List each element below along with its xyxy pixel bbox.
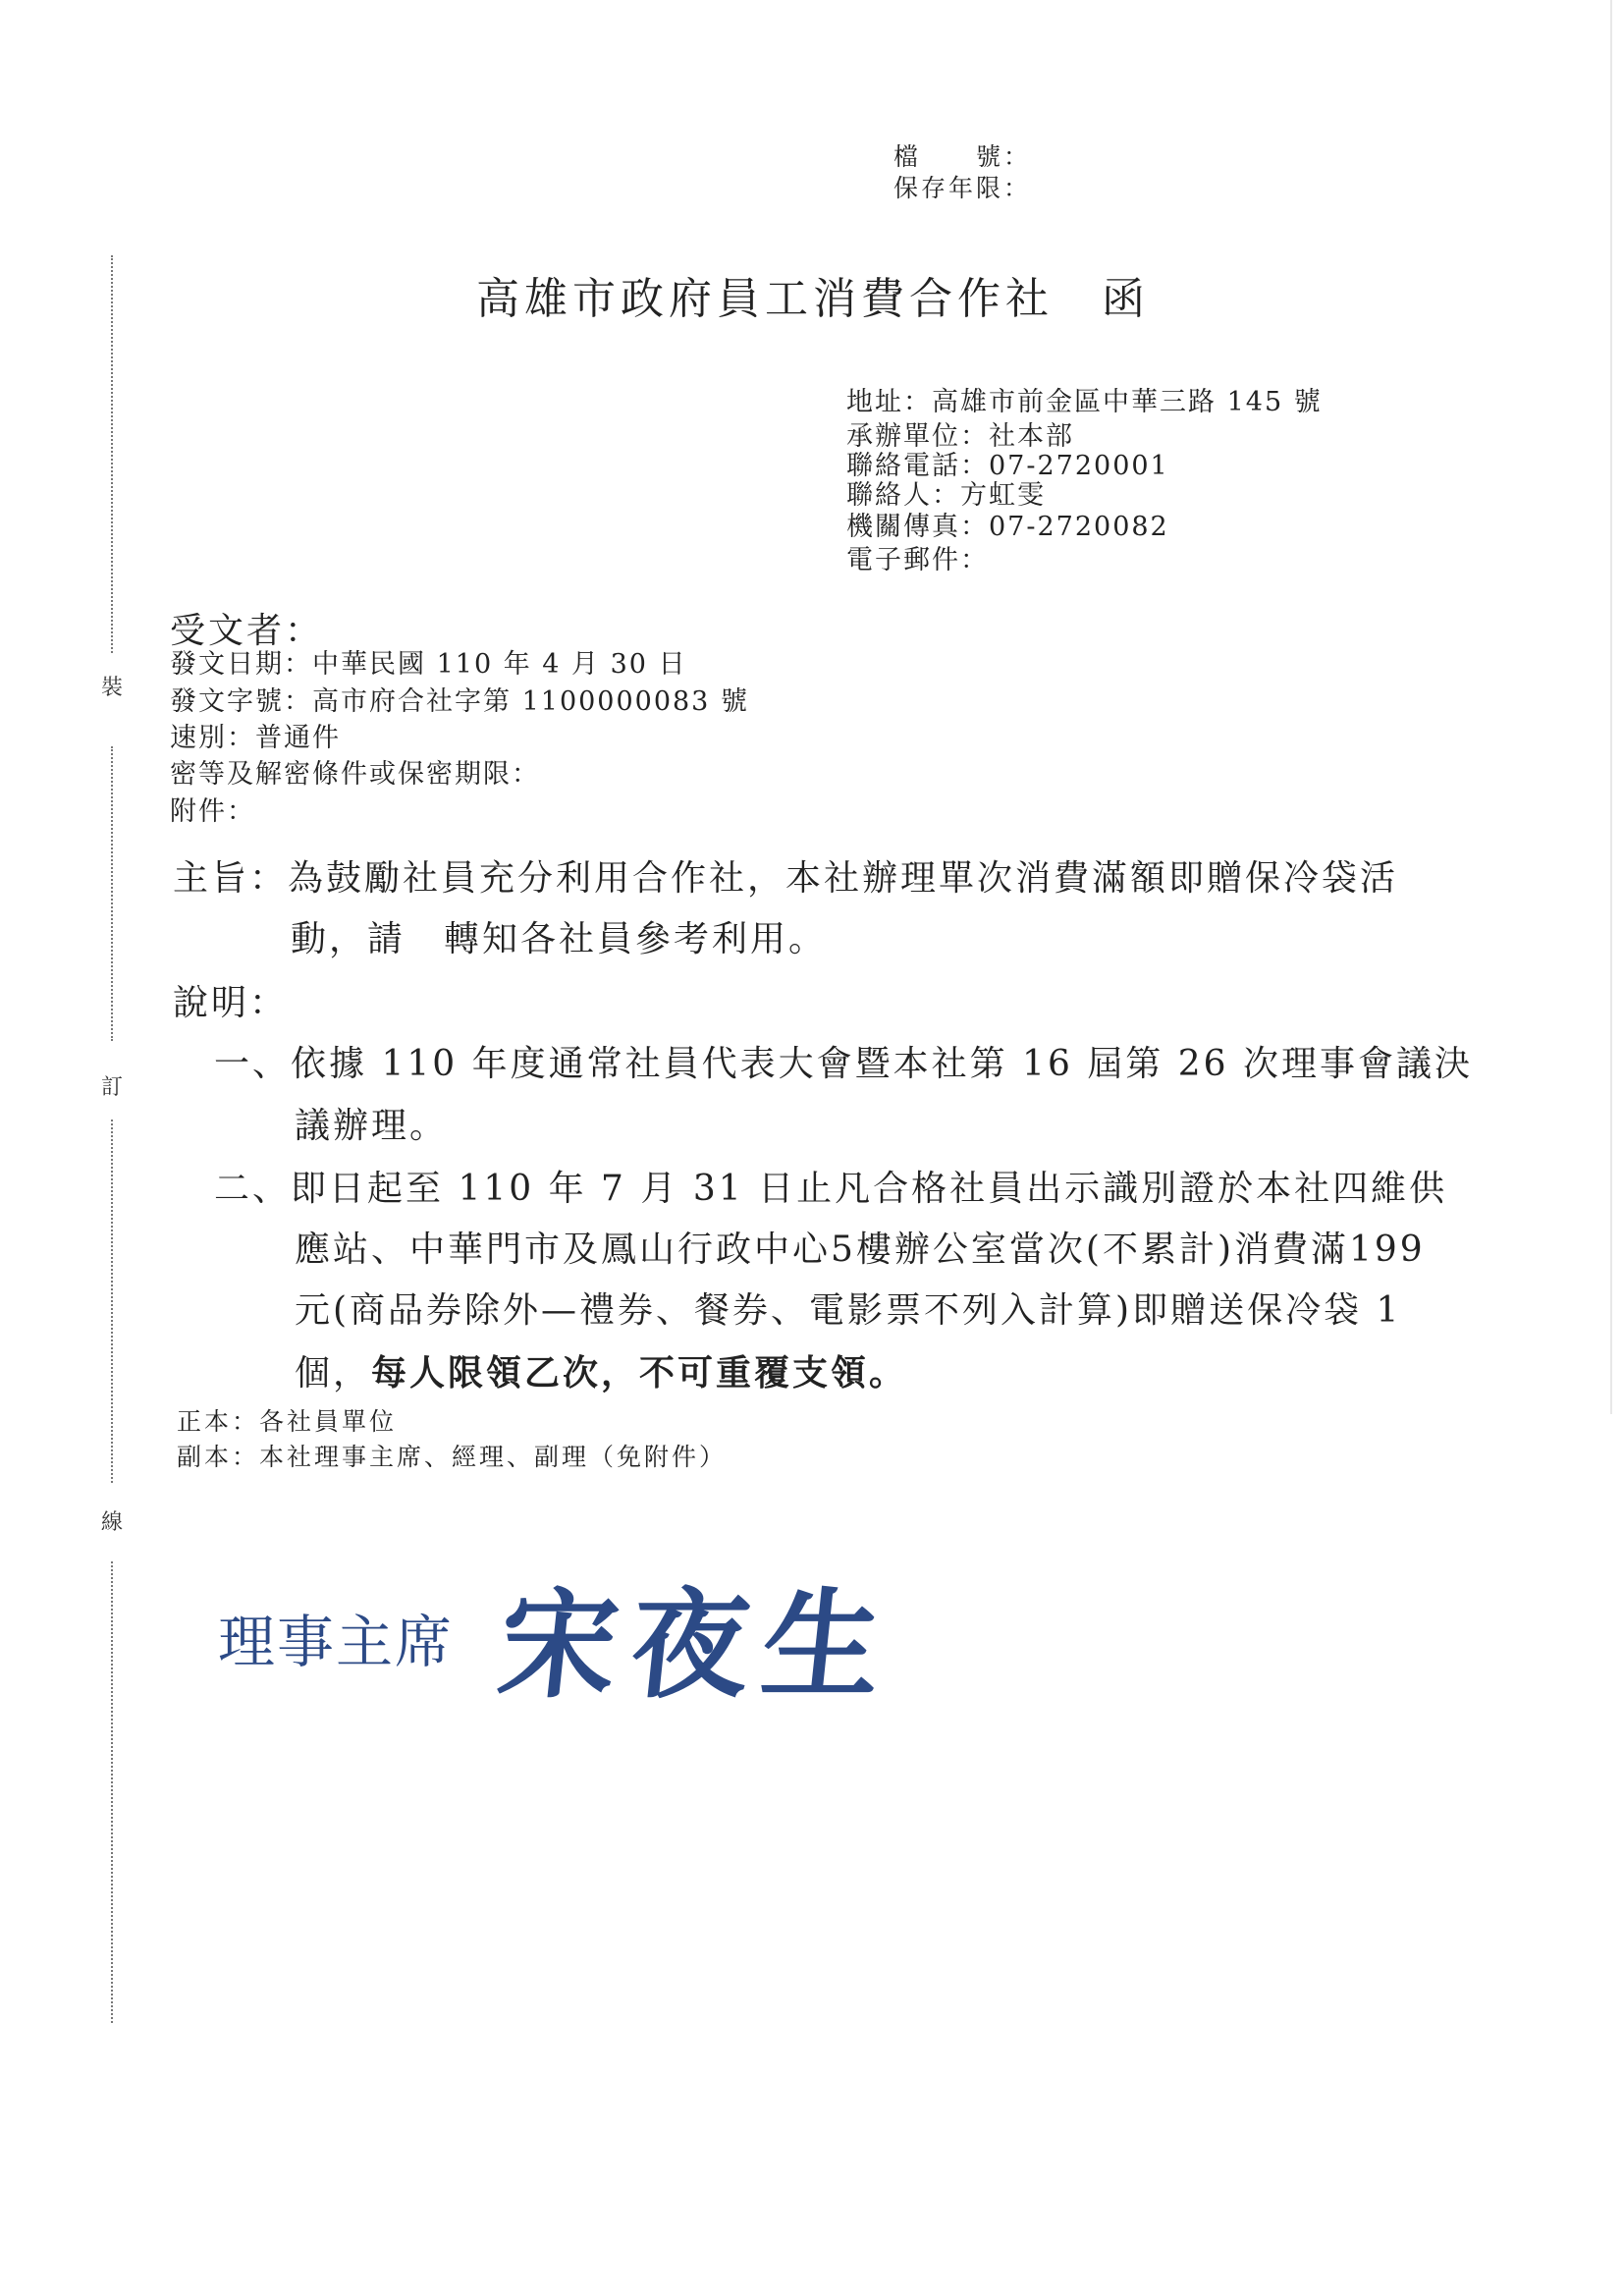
scan-edge <box>1610 0 1612 1414</box>
contact-person: 聯絡人：方虹雯 <box>846 480 1046 511</box>
contact-address: 地址：高雄市前金區中華三路 145 號 <box>846 387 1323 417</box>
binding-mark-xian: 線 <box>101 1510 124 1535</box>
retention-period-label: 保存年限： <box>893 174 1032 202</box>
signature-name: 宋夜生 <box>492 1576 902 1715</box>
explanation-item-2-line-3: 元(商品券除外—禮券、餐券、電影票不列入計算)即贈送保冷袋 1 <box>295 1290 1402 1331</box>
contact-phone: 聯絡電話：07-2720001 <box>846 451 1169 481</box>
explanation-item-2-line-4-plain: 個， <box>295 1353 372 1394</box>
meta-block <box>170 646 749 831</box>
binding-mark-ding: 訂 <box>101 1075 124 1100</box>
binding-line-middle <box>111 746 113 1041</box>
recipient-label: 受文者： <box>170 611 324 651</box>
distribution-main: 正本：各社員單位 <box>177 1407 398 1436</box>
explanation-item-1-line-1: 一、依據 110 年度通常社員代表大會暨本社第 16 屆第 26 次理事會議決 <box>214 1044 1473 1084</box>
explanation-item-2-line-2: 應站、中華門市及鳳山行政中心5樓辦公室當次(不累計)消費滿199 <box>295 1230 1426 1270</box>
binding-line-lower <box>111 1120 113 1483</box>
explanation-item-1-line-2: 議辦理。 <box>295 1106 449 1146</box>
contact-email: 電子郵件： <box>846 545 989 575</box>
subject-line-2: 動，請 轉知各社員參考利用。 <box>291 919 828 959</box>
binding-mark-zhuang: 裝 <box>101 676 124 700</box>
attachments: 附件： <box>170 796 255 827</box>
explanation-item-2-line-4 <box>295 1345 907 1395</box>
contact-unit: 承辦單位：社本部 <box>846 421 1074 452</box>
file-number-label: 檔 號： <box>893 142 1032 171</box>
contact-fax: 機關傳真：07-2720082 <box>846 512 1169 542</box>
issue-date: 發文日期：中華民國 110 年 4 月 30 日 <box>170 649 687 680</box>
document-title: 高雄市政府員工消費合作社 函 <box>476 274 1150 324</box>
binding-line-top <box>111 255 113 653</box>
delivery-speed: 速別：普通件 <box>170 723 341 753</box>
distribution-copy: 副本：本社理事主席、經理、副理（免附件） <box>177 1443 728 1471</box>
explanation-item-2-emphasis: 每人限領乙次，不可重覆支領。 <box>371 1352 908 1394</box>
document-number: 發文字號：高市府合社字第 1100000083 號 <box>170 686 749 717</box>
explanation-item-2-line-1: 二、即日起至 110 年 7 月 31 日止凡合格社員出示識別證於本社四維供 <box>214 1169 1448 1209</box>
signature-title: 理事主席 <box>218 1609 455 1675</box>
binding-line-bottom <box>111 1561 113 2023</box>
subject-line-1: 主旨：為鼓勵社員充分利用合作社，本社辦理單次消費滿額即贈保冷袋活 <box>173 858 1399 899</box>
explanation-label: 說明： <box>173 983 289 1023</box>
secrecy-level: 密等及解密條件或保密期限： <box>170 759 540 790</box>
contact-block <box>846 383 1323 577</box>
